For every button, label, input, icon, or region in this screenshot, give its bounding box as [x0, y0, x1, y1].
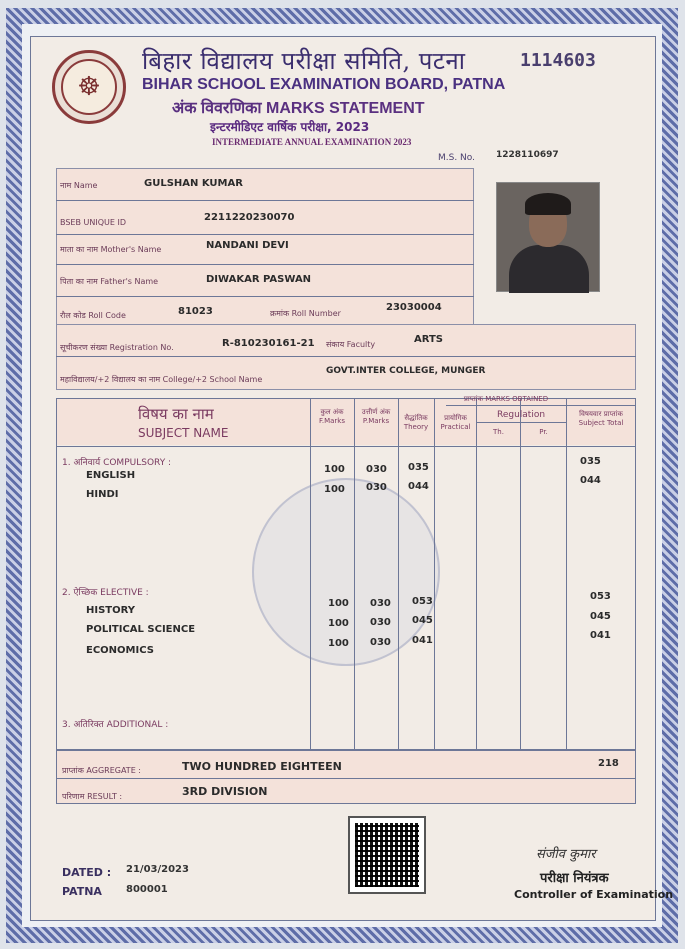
history-total: 053 [590, 591, 611, 602]
mother-label: माता का नाम Mother's Name [60, 245, 162, 254]
divider [56, 446, 636, 447]
col-line [476, 398, 477, 750]
marks-table [56, 398, 636, 750]
full-marks-header: कुल अंक F.Marks [318, 408, 346, 425]
college-label: महाविद्यालय/+2 विद्यालय का नाम College/+2 School Name [60, 375, 263, 384]
aggregate-words: TWO HUNDRED EIGHTEEN [182, 760, 342, 773]
col-line [566, 398, 567, 750]
faculty-label: संकाय Faculty [326, 340, 376, 349]
political-science-pass-marks: 030 [370, 617, 391, 628]
qr-code-icon [355, 823, 419, 887]
roll-number-label: क्रमांक Roll Number [270, 309, 341, 318]
deity-emblem-icon: ☸ [61, 59, 117, 115]
hindi-total: 044 [580, 475, 601, 486]
registration-value: R-810230161-21 [222, 338, 315, 349]
english-total: 035 [580, 456, 601, 467]
history-full-marks: 100 [328, 598, 349, 609]
english-theory: 035 [408, 462, 429, 473]
controller-title-english: Controller of Examination [514, 888, 674, 901]
regulation-header: Regulation [496, 410, 546, 420]
economics-total: 041 [590, 630, 611, 641]
elective-section-label: 2. ऐच्छिक ELECTIVE : [62, 588, 149, 598]
dated-label: DATED : [62, 866, 112, 879]
history-theory: 053 [412, 596, 433, 607]
regulation-pr-header: Pr. [539, 428, 548, 436]
col-line [398, 398, 399, 750]
subject-english: ENGLISH [86, 470, 136, 481]
ms-no-label: M.S. No. [438, 153, 476, 163]
place-code: 800001 [126, 884, 168, 895]
ms-no-value: 1228110697 [496, 150, 559, 160]
father-label: पिता का नाम Father's Name [60, 277, 159, 286]
aggregate-total: 218 [598, 758, 619, 769]
subject-hindi: HINDI [86, 489, 119, 500]
col-line [520, 398, 521, 750]
divider [56, 356, 636, 357]
serial-number: 1114603 [520, 50, 596, 71]
compulsory-section-label: 1. अनिवार्य COMPULSORY : [62, 458, 172, 468]
exam-name-hindi: इन्टरमीडिएट वार्षिक परीक्षा, 2023 [210, 120, 370, 134]
subject-history: HISTORY [86, 605, 136, 616]
result-division: 3RD DIVISION [182, 785, 268, 798]
board-seal-logo [52, 50, 126, 124]
subject-header-hindi: विषय का नाम [138, 405, 214, 423]
faculty-value: ARTS [414, 334, 444, 345]
economics-full-marks: 100 [328, 638, 349, 649]
roll-code-value: 81023 [178, 306, 213, 317]
subject-economics: ECONOMICS [86, 645, 154, 656]
registration-label: सूचीकरण संख्या Registration No. [60, 343, 174, 352]
history-pass-marks: 030 [370, 598, 391, 609]
divider [476, 422, 566, 423]
divider [56, 778, 636, 779]
board-title-english: BIHAR SCHOOL EXAMINATION BOARD, PATNA [142, 76, 506, 93]
hindi-full-marks: 100 [324, 484, 345, 495]
exam-name-english: INTERMEDIATE ANNUAL EXAMINATION 2023 [212, 137, 412, 147]
hindi-theory: 044 [408, 481, 429, 492]
divider [56, 200, 474, 201]
english-pass-marks: 030 [366, 464, 387, 475]
name-label: नाम Name [60, 181, 98, 190]
col-line [354, 398, 355, 750]
subject-total-header: विषयवार प्राप्तांक Subject Total [578, 410, 624, 427]
result-box [56, 750, 636, 804]
marks-obtained-header: प्राप्तांक MARKS OBTAINED [463, 395, 549, 403]
col-line [434, 398, 435, 750]
college-value: GOVT.INTER COLLEGE, MUNGER [326, 366, 486, 376]
divider [56, 234, 474, 235]
controller-title-hindi: परीक्षा नियंत्रक [540, 871, 609, 886]
col-line [310, 398, 311, 750]
roll-code-label: रौल कोड Roll Code [60, 311, 126, 320]
marks-statement-title: अंक विवरणिका MARKS STATEMENT [172, 100, 425, 117]
theory-header: सैद्धांतिक Theory [403, 414, 429, 431]
aggregate-label: प्राप्तांक AGGREGATE : [62, 766, 141, 775]
subject-political-science: POLITICAL SCIENCE [86, 624, 196, 635]
practical-header: प्रायोगिक Practical [440, 414, 471, 431]
result-label: परिणाम RESULT : [62, 792, 123, 801]
board-title-hindi: बिहार विद्यालय परीक्षा समिति, पटना [142, 47, 466, 75]
additional-section-label: 3. अतिरिक्त ADDITIONAL : [62, 720, 169, 730]
political-science-theory: 045 [412, 615, 433, 626]
divider [56, 264, 474, 265]
divider [446, 405, 636, 406]
pass-marks-header: उत्तीर्ण अंक P.Marks [361, 408, 391, 425]
subject-header-english: SUBJECT NAME [138, 426, 229, 440]
political-science-total: 045 [590, 611, 611, 622]
regulation-th-header: Th. [493, 428, 504, 436]
uid-value: 2211220230070 [204, 212, 295, 223]
english-full-marks: 100 [324, 464, 345, 475]
economics-pass-marks: 030 [370, 637, 391, 648]
economics-theory: 041 [412, 635, 433, 646]
divider [56, 296, 474, 297]
date-value: 21/03/2023 [126, 864, 189, 875]
political-science-full-marks: 100 [328, 618, 349, 629]
hindi-pass-marks: 030 [366, 482, 387, 493]
controller-signature: संजीव कुमार [536, 847, 596, 862]
student-photo [496, 182, 600, 292]
uid-label: BSEB UNIQUE ID [60, 218, 126, 227]
student-name: GULSHAN KUMAR [144, 178, 243, 189]
father-name: DIWAKAR PASWAN [206, 274, 312, 285]
roll-number-value: 23030004 [386, 302, 442, 313]
place-label: PATNA [62, 885, 102, 898]
mother-name: NANDANI DEVI [206, 240, 289, 251]
qr-code [348, 816, 426, 894]
